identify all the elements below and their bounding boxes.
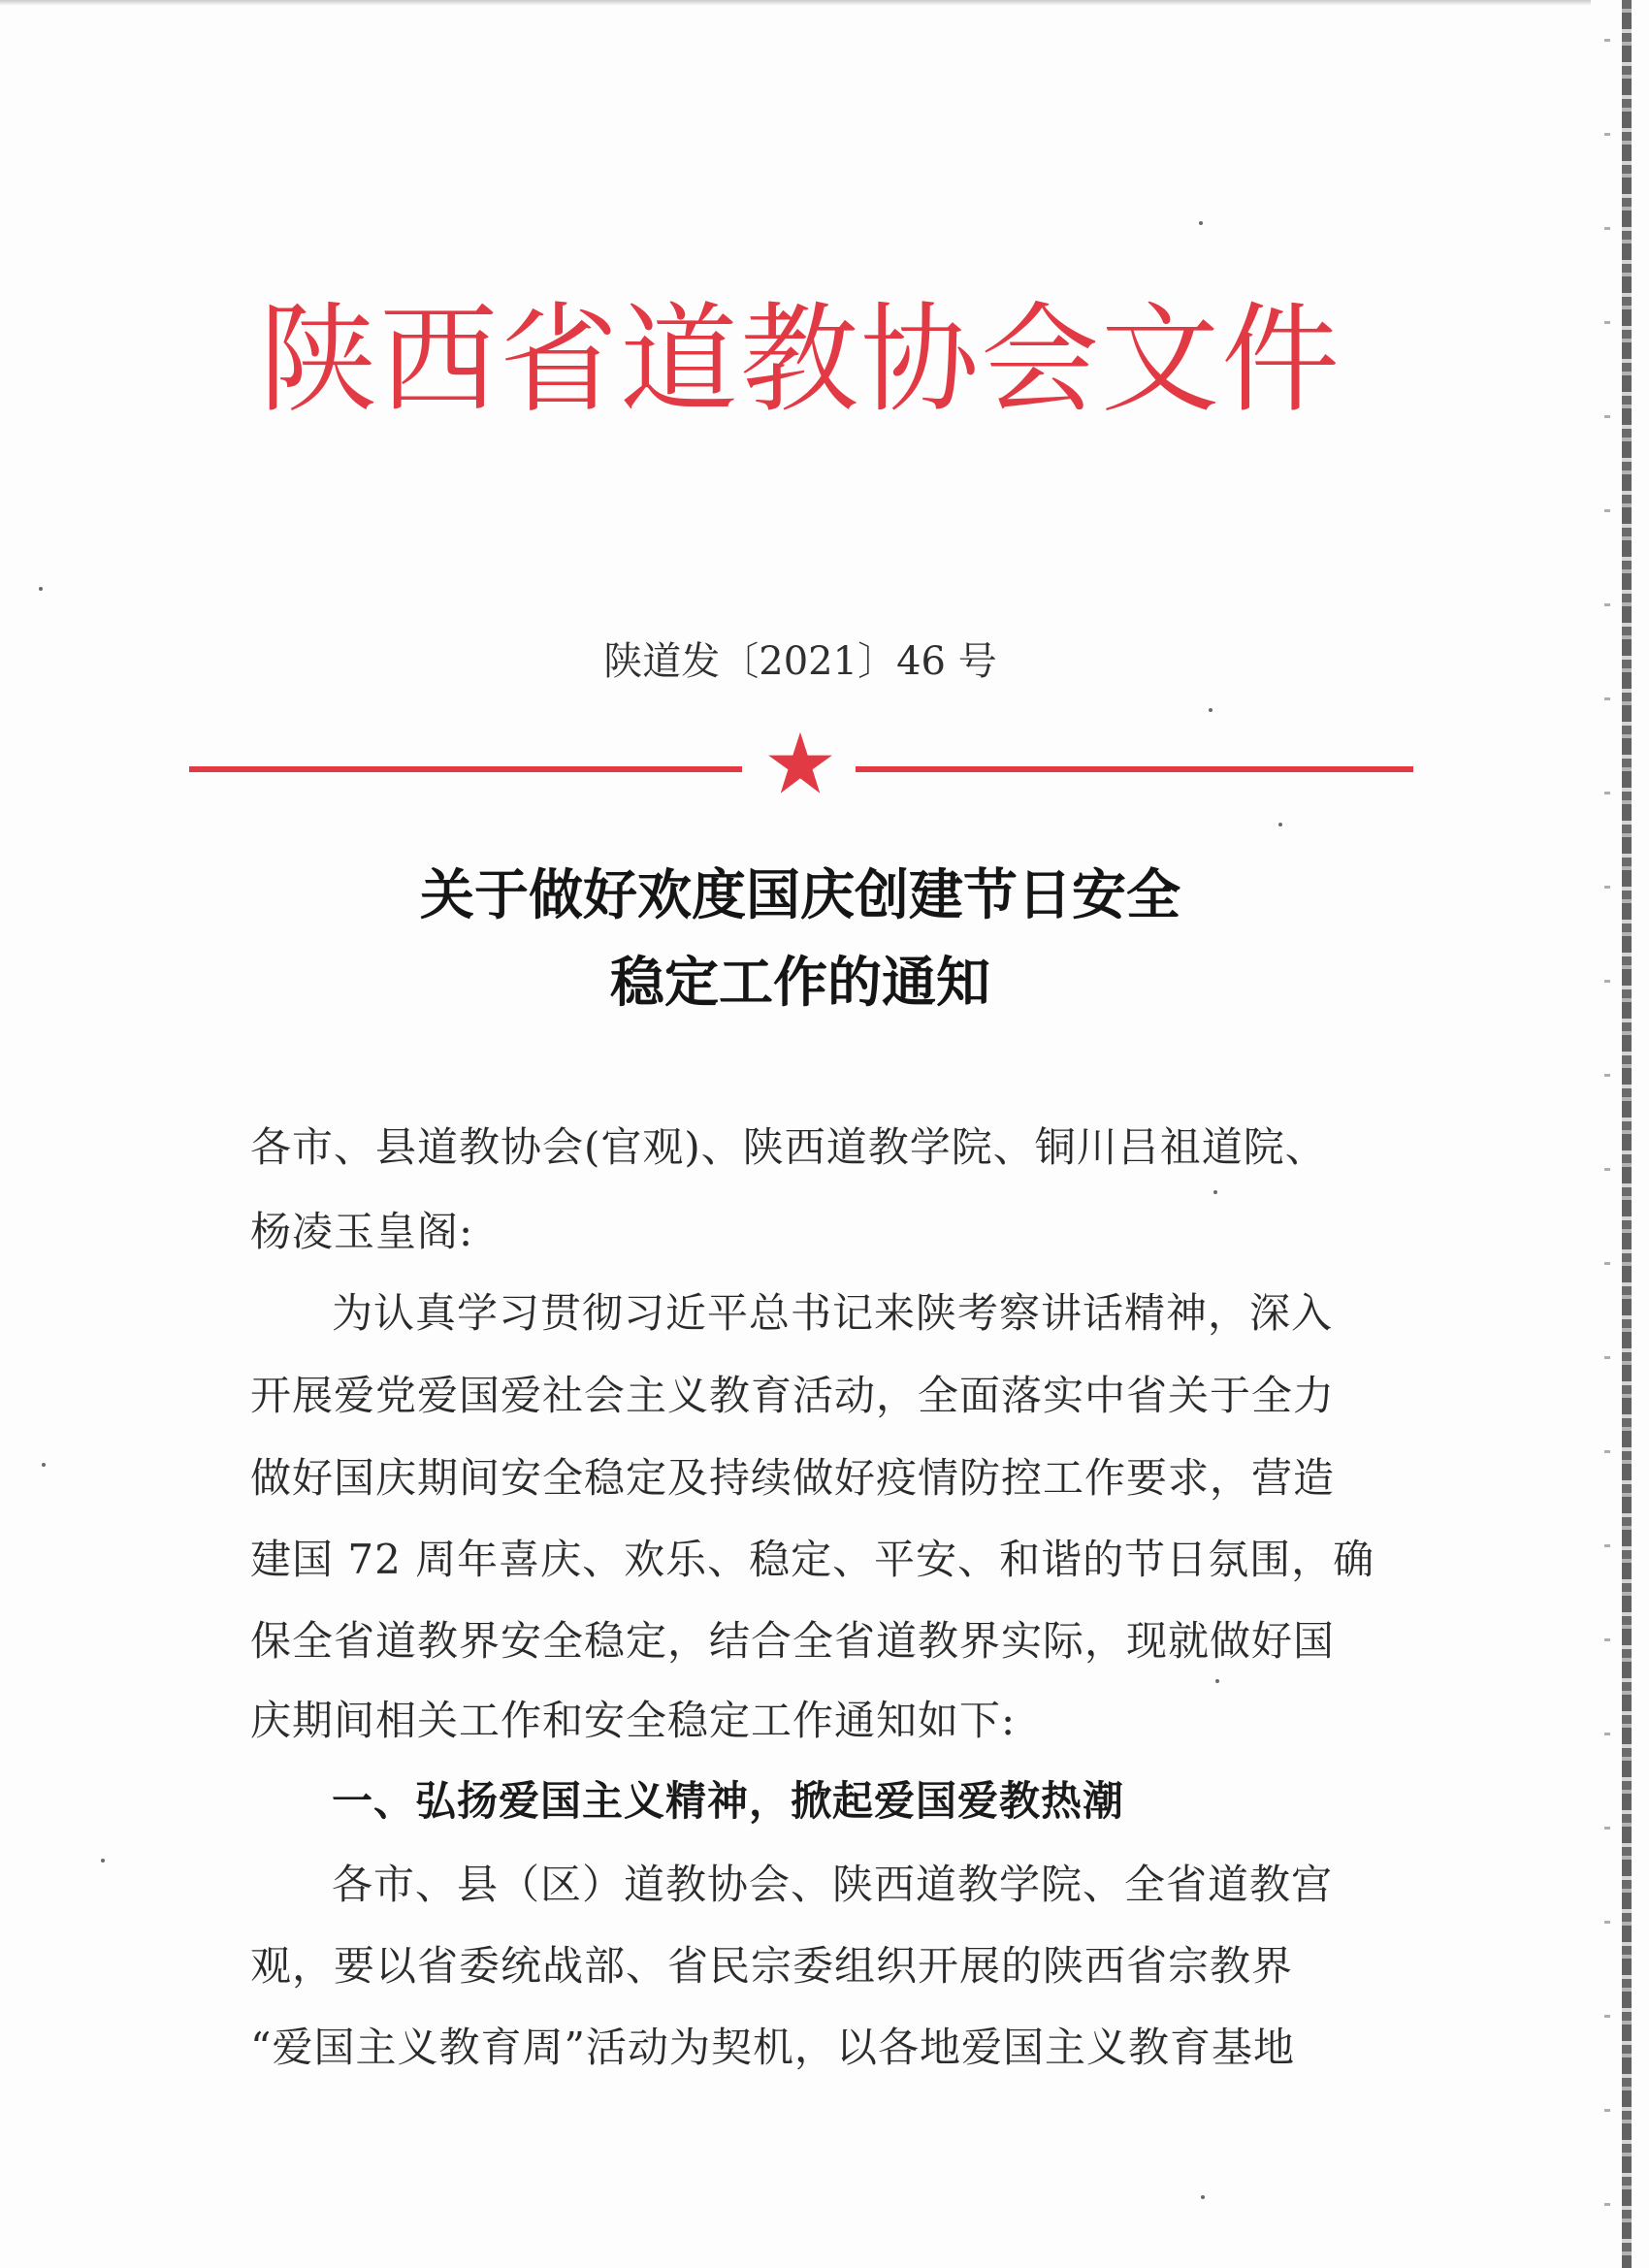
scan-speck	[1209, 708, 1212, 712]
scan-speck	[1213, 1190, 1217, 1194]
red-divider-left	[189, 766, 742, 772]
section-1-heading: 一、弘扬爱国主义精神，掀起爱国爱教热潮	[332, 1777, 1125, 1825]
document-header-title: 陕西省道教协会文件	[259, 291, 1342, 429]
addressee-line-1: 各市、县道教协会(官观)、陕西道教学院、铜川吕祖道院、	[250, 1123, 1327, 1171]
scan-speck	[101, 1859, 105, 1863]
paragraph-1-line-2: 开展爱党爱国爱社会主义教育活动，全面落实中省关于全力	[250, 1372, 1336, 1419]
paragraph-2-line-1: 各市、县（区）道教协会、陕西道教学院、全省道教宫	[332, 1861, 1334, 1908]
paragraph-1-line-6: 庆期间相关工作和安全稳定工作通知如下:	[250, 1697, 1017, 1744]
scan-speck	[1199, 221, 1203, 225]
paragraph-1-line-1: 为认真学习贯彻习近平总书记来陕考察讲话精神，深入	[332, 1289, 1334, 1337]
scan-speck	[39, 587, 43, 591]
scan-speck	[42, 1463, 46, 1467]
paragraph-1-line-3: 做好国庆期间安全稳定及持续做好疫情防控工作要求，营造	[250, 1454, 1336, 1502]
document-number: 陕道发〔2021〕46 号	[603, 639, 997, 684]
scan-speck	[1201, 2195, 1205, 2199]
paragraph-1-line-5: 保全省道教界安全稳定，结合全省道教界实际，现就做好国	[250, 1617, 1336, 1665]
scan-edge-top	[0, 0, 1591, 6]
paragraph-2-line-3: “爱国主义教育周”活动为契机，以各地爱国主义教育基地	[250, 2024, 1295, 2071]
scan-edge-speckle	[1604, 0, 1610, 2268]
paragraph-1-line-4: 建国 72 周年喜庆、欢乐、稳定、平安、和谐的节日氛围，确	[250, 1536, 1375, 1583]
red-divider-right	[856, 766, 1413, 772]
notice-title-line-2: 稳定工作的通知	[610, 951, 990, 1015]
notice-title-line-1: 关于做好欢度国庆创建节日安全	[420, 863, 1180, 927]
addressee-line-2: 杨凌玉皇阁:	[250, 1208, 474, 1255]
red-star-icon	[766, 729, 834, 797]
scan-speck	[1215, 1679, 1219, 1683]
scan-edge-right	[1622, 0, 1632, 2268]
paragraph-2-line-2: 观，要以省委统战部、省民宗委组织开展的陕西省宗教界	[250, 1942, 1294, 1990]
scan-speck	[1278, 823, 1282, 826]
